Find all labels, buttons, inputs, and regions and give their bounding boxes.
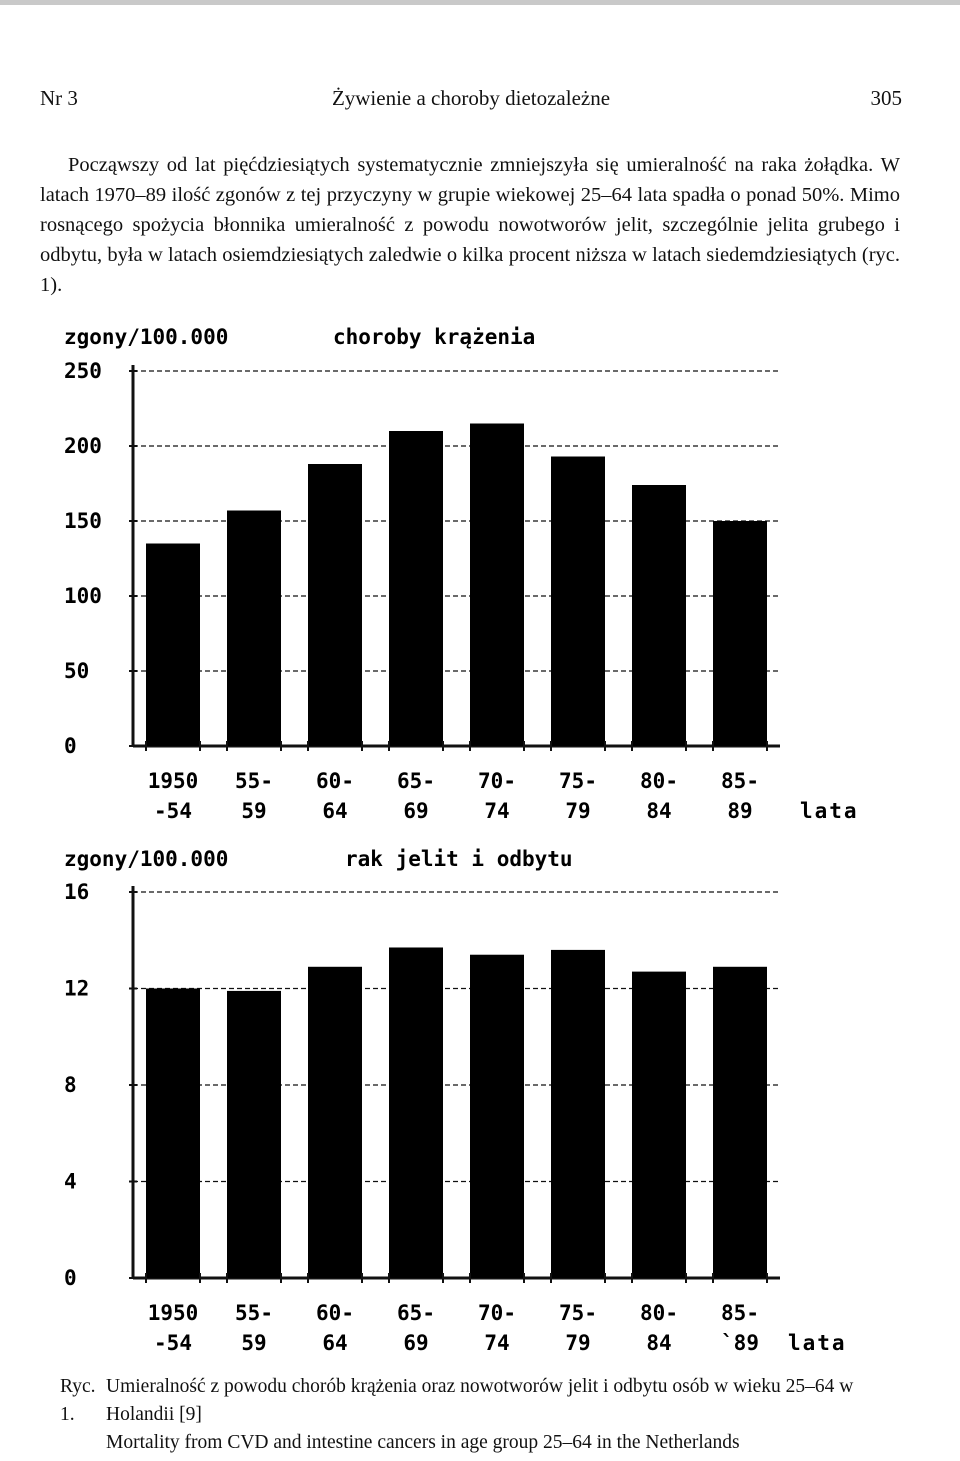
x-tick-label: -54 <box>154 799 192 823</box>
y-tick-label: 0 <box>64 734 77 758</box>
x-tick-label: 80- <box>640 769 678 793</box>
x-tick-label: 55- <box>235 769 273 793</box>
x-tick-label: 75- <box>559 1301 597 1325</box>
x-tick-label: 84 <box>646 799 672 823</box>
y-tick-label: 0 <box>64 1266 77 1290</box>
chart-title: rak jelit i odbytu <box>345 847 573 871</box>
y-axis-label: zgony/100.000 <box>64 325 229 349</box>
bar <box>632 972 686 1278</box>
x-tick-label: 85- <box>721 1301 759 1325</box>
bar <box>470 955 524 1278</box>
chart-cvd-mortality <box>0 318 960 838</box>
x-tick-label: 84 <box>646 1331 672 1355</box>
x-tick-label: 74 <box>484 1331 510 1355</box>
x-tick-label: `89 <box>721 1331 759 1355</box>
y-tick-label: 150 <box>64 509 102 533</box>
x-tick-label: 55- <box>235 1301 273 1325</box>
x-tick-label: 64 <box>322 1331 348 1355</box>
y-tick-label: 50 <box>64 659 90 683</box>
x-tick-label: 60- <box>316 769 354 793</box>
y-tick-label: 8 <box>64 1073 77 1097</box>
x-tick-label: 80- <box>640 1301 678 1325</box>
x-tick-label: 60- <box>316 1301 354 1325</box>
y-axis-label: zgony/100.000 <box>64 847 229 871</box>
chart-colorectal-svg <box>0 842 960 1367</box>
bar <box>551 950 605 1278</box>
bar <box>551 457 605 747</box>
bar <box>713 967 767 1278</box>
chart-title: choroby krążenia <box>333 325 536 349</box>
journal-issue: Nr 3 <box>40 86 78 110</box>
bar <box>146 544 200 747</box>
y-tick-label: 16 <box>64 880 90 904</box>
x-tick-label: 59 <box>241 799 267 823</box>
bar <box>389 947 443 1278</box>
y-tick-label: 100 <box>64 584 102 608</box>
x-tick-label: 89 <box>727 799 753 823</box>
x-tick-label: 59 <box>241 1331 267 1355</box>
x-tick-label: -54 <box>154 1331 192 1355</box>
page-number: 305 <box>870 86 902 110</box>
x-tick-label: 70- <box>478 769 516 793</box>
bar <box>308 967 362 1278</box>
caption-text-pl: Umieralność z powodu chorób krążenia oraz nowotworów jelit i odbytu osób w wieku 25–64 w Holandii [9] <box>106 1376 854 1425</box>
x-tick-label: 70- <box>478 1301 516 1325</box>
bar <box>632 485 686 746</box>
x-tick-label: 75- <box>559 769 597 793</box>
bar <box>146 989 200 1279</box>
x-tick-label: 64 <box>322 799 348 823</box>
running-title: Żywienie a choroby dietozależne <box>331 86 611 110</box>
x-tick-label: 79 <box>565 1331 591 1355</box>
caption-label: Ryc. 1. <box>60 1376 96 1425</box>
bar <box>713 521 767 746</box>
bar <box>389 431 443 746</box>
x-tick-label: 74 <box>484 799 510 823</box>
bar <box>227 991 281 1278</box>
chart-colorectal-mortality <box>0 842 960 1367</box>
x-tick-label: 69 <box>403 1331 429 1355</box>
x-tick-label: 1950 <box>147 769 199 793</box>
y-tick-label: 250 <box>64 359 102 383</box>
chart-cvd-svg <box>0 318 960 838</box>
running-header <box>40 86 902 116</box>
x-tick-label: 85- <box>721 769 759 793</box>
x-tick-label: 65- <box>397 1301 435 1325</box>
caption-text-en: Mortality from CVD and intestine cancers in age group 25–64 in the Netherlands <box>106 1432 740 1453</box>
x-tick-label: 79 <box>565 799 591 823</box>
x-tick-label: 1950 <box>147 1301 199 1325</box>
x-axis-label: lata <box>788 1331 847 1355</box>
x-tick-label: 65- <box>397 769 435 793</box>
bar <box>470 424 524 747</box>
bar <box>308 464 362 746</box>
x-tick-label: 69 <box>403 799 429 823</box>
x-axis-label: lata <box>800 799 859 823</box>
figure-caption <box>60 1373 900 1457</box>
body-paragraph: Począwszy od lat pięćdziesiątych systematycznie zmniejszyła się umieralność na raka żołądka. W latach 1970–89 ilość zgonów z tej przyczyny w grupie wiekowej 25–64 lata spadła o ponad 50%. Mimo rosnącego spożycia błonnika umieralność z powodu nowotworów jelit, szczególnie jelita grubego i odbytu, była w latach osiemdziesiątych zaledwie o kilka procent niższa w latach siedemdziesiątych (ryc. 1). <box>40 154 900 296</box>
y-tick-label: 12 <box>64 976 90 1001</box>
y-tick-label: 4 <box>64 1169 77 1194</box>
bar <box>227 511 281 747</box>
page-top-rule <box>0 0 960 5</box>
y-tick-label: 200 <box>64 434 102 458</box>
